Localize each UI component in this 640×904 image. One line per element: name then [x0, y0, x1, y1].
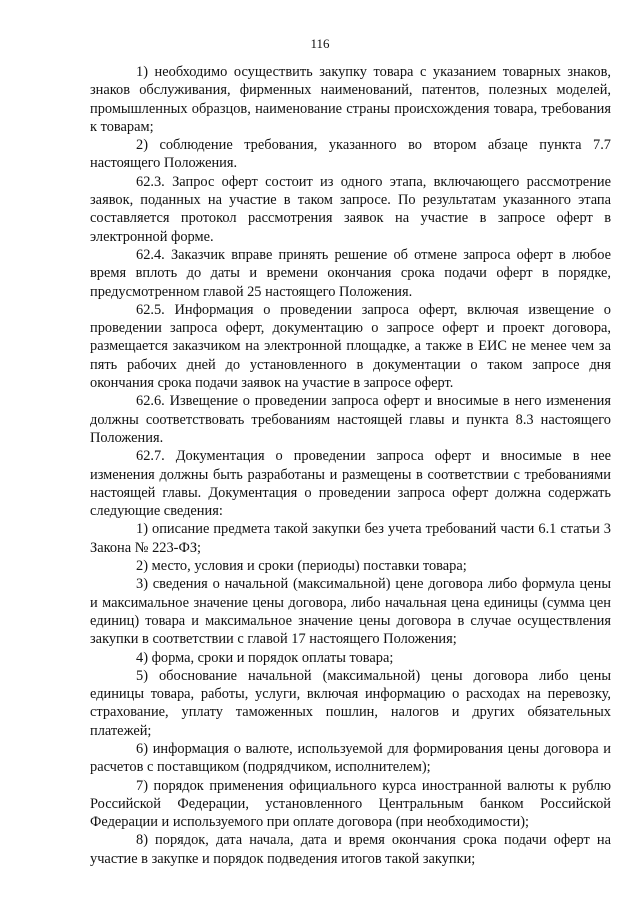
paragraph: 62.5. Информация о проведении запроса оферт, включая извещение о проведении запроса оферт, документацию о запросе оферт и проект договора, размещается заказчиком на электронной площадке, а также в ЕИС не менее чем за пять рабочих дней до установленного в документации о таком запросе дня окончания срока подачи заявок на участие в запросе оферт. — [90, 301, 611, 392]
paragraph: 6) информация о валюте, используемой для формирования цены договора и расчетов с поставщиком (подрядчиком, исполнителем); — [90, 740, 611, 776]
paragraph: 62.7. Документация о проведении запроса оферт и вносимые в нее изменения должны быть разработаны и размещены в соответствии с требованиями настоящей главы. Документация о проведении запроса оферт должна содержать следующие сведения: — [90, 448, 611, 520]
paragraph: 4) форма, сроки и порядок оплаты товара; — [136, 649, 394, 666]
paragraph: 62.4. Заказчик вправе принять решение об отмене запроса оферт в любое время вплоть до даты и времени окончания срока подачи оферт в порядке, предусмотренном главой 25 настоящего Положения. — [90, 246, 611, 300]
paragraph: 3) сведения о начальной (максимальной) цене договора либо формула цены и максимальное значение цены договора, либо начальная цена единицы (сумма цен единиц) товара и максимальное значение цены договора в случае осуществления закупки в соответствии с главой 17 настоящего Положения; — [90, 576, 611, 648]
paragraph: 8) порядок, дата начала, дата и время окончания срока подачи оферт на участие в закупке и порядок подведения итогов такой закупки; — [90, 832, 611, 867]
paragraph: 62.6. Извещение о проведении запроса оферт и вносимые в него изменения должны соответствовать требованиям настоящей главы и пункта 8.3 настоящего Положения. — [90, 393, 611, 446]
paragraph: 62.3. Запрос оферт состоит из одного этапа, включающего рассмотрение заявок, поданных на участие в таком запросе. По результатам указанного этапа составляется протокол рассмотрения заявок на участие в запросе оферт в электронной форме. — [90, 173, 611, 245]
paragraph: 2) место, условия и сроки (периоды) поставки товара; — [136, 558, 467, 575]
paragraph: 7) порядок применения официального курса иностранной валюты к рублю Российской Федерации, установленного Центральным банком Российской Федерации и используемого при оплате договора (при необходимости); — [90, 777, 611, 831]
paragraph: 1) описание предмета такой закупки без учета требований части 6.1 статьи 3 Закона № 223-ФЗ; — [90, 521, 611, 556]
document-body — [90, 63, 611, 868]
paragraph: 2) соблюдение требования, указанного во втором абзаце пункта 7.7 настоящего Положения. — [90, 137, 611, 172]
page-number: 116 — [310, 36, 330, 51]
paragraph: 1) необходимо осуществить закупку товара с указанием товарных знаков, знаков обслуживания, фирменных наименований, патентов, полезных моделей, промышленных образцов, наименование страны происхождения товара, требования к товарам; — [90, 64, 611, 135]
paragraph: 5) обоснование начальной (максимальной) цены договора либо цены единицы товара, работы, услуги, включая информацию о расходах на перевозку, страхование, уплату таможенных пошлин, налогов и других обязательных платежей; — [90, 667, 611, 739]
